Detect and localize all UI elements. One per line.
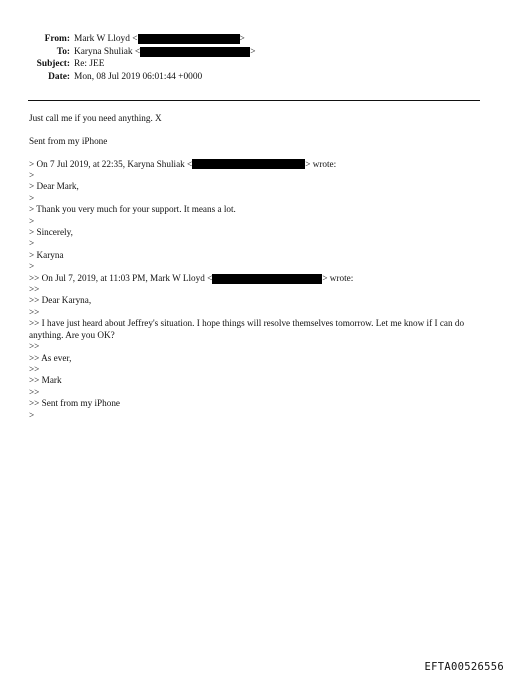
quote-line: > [29, 409, 35, 420]
body-line: Sent from my iPhone [29, 135, 108, 146]
date-value: Mon, 08 Jul 2019 06:01:44 +0000 [74, 71, 203, 82]
subject-value: Re: JEE [74, 59, 105, 69]
quote-line: > Thank you very much for your support. It means a lot. [29, 204, 236, 215]
quote-line: >> I have just heard about Jeffrey's situation. I hope things will resolve themselves tomorrow. Let me know if I can do anything. Are you OK? [29, 318, 465, 340]
quote-line: >> [29, 363, 40, 374]
quote-header: > On 7 Jul 2019, at 22:35, Karyna Shuliak < > wrote: [29, 158, 337, 169]
quote-line: > [29, 192, 35, 203]
subject-row [20, 58, 320, 71]
quote-line: > Sincerely, [29, 227, 73, 238]
from-name: Mark W Lloyd < [74, 34, 138, 44]
quote-line: >> [29, 341, 40, 352]
to-name: Karyna Shuliak < [74, 46, 141, 57]
quote-line: > [29, 261, 35, 272]
date-label: Date: [48, 71, 70, 82]
date-row [20, 71, 320, 84]
quote-line: >> [29, 386, 40, 397]
quote-line: > Karyna [29, 249, 64, 260]
email-body [29, 113, 489, 421]
quote-line: >> Dear Karyna, [29, 295, 92, 306]
redaction-box [140, 47, 250, 57]
quote-header: >> On Jul 7, 2019, at 11:03 PM, Mark W Lloyd < > wrote: [29, 272, 354, 283]
redaction-box [192, 159, 305, 169]
quote-line: > [29, 238, 35, 249]
quote-line: > [29, 215, 35, 226]
quote-line: > Dear Mark, [29, 181, 79, 192]
body-line: Just call me if you need anything. X [29, 113, 162, 123]
email-header [20, 33, 320, 83]
subject-label: Subject: [36, 59, 70, 69]
quote-line: >> As ever, [29, 352, 72, 363]
quote-line: >> [29, 306, 40, 317]
redaction-box [212, 274, 322, 284]
quote-line: >> Mark [29, 375, 62, 386]
quote-line: >> [29, 284, 40, 295]
to-row [20, 46, 320, 59]
document-id: EFTA00526556 [424, 661, 504, 673]
from-row [20, 33, 320, 46]
header-divider [28, 100, 480, 101]
to-end: > [250, 46, 256, 57]
from-end: > [239, 34, 245, 44]
quote-line: > [29, 170, 35, 180]
from-label: From: [44, 34, 70, 44]
quote-line: >> Sent from my iPhone [29, 398, 121, 409]
to-label: To: [56, 46, 70, 57]
redaction-box [138, 34, 240, 44]
